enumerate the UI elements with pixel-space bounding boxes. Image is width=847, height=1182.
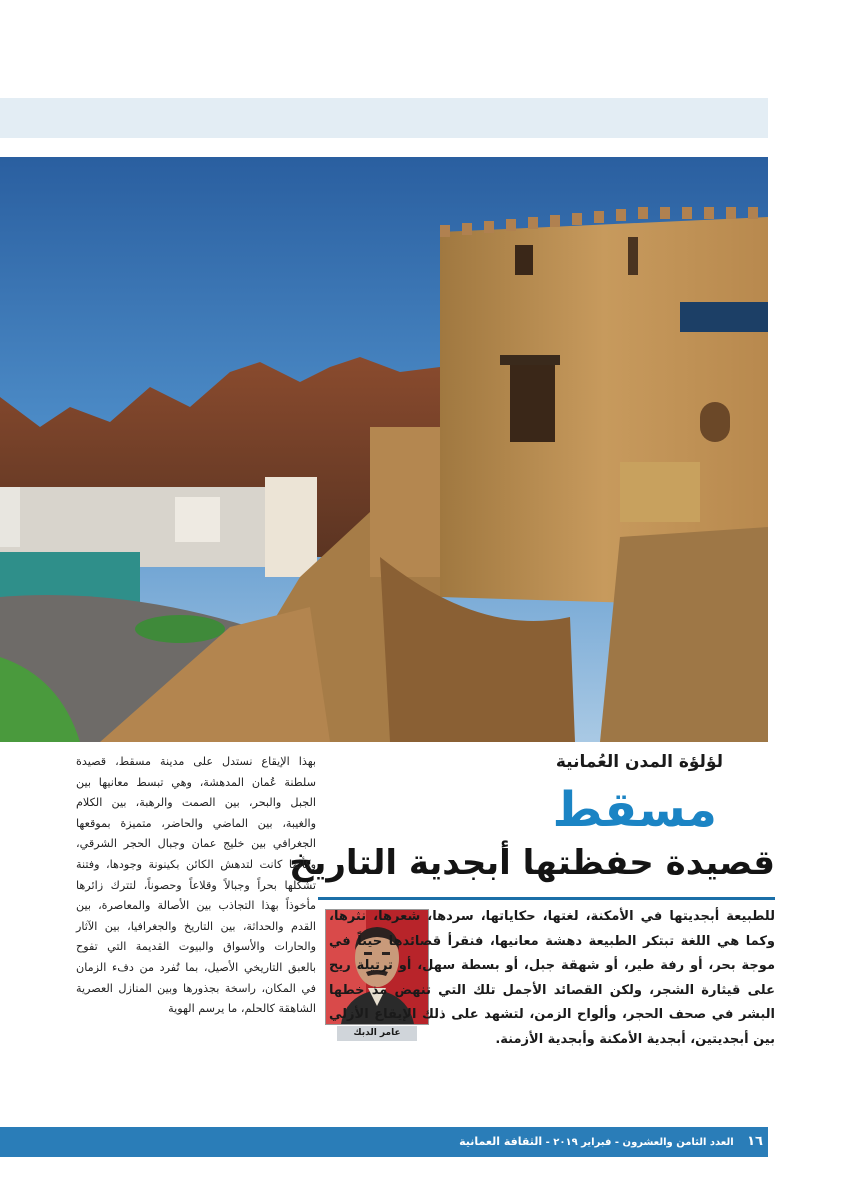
footer-issue-text: العدد الثامن والعشرون - فبراير ٢٠١٩ - xyxy=(545,1137,734,1148)
title-divider xyxy=(318,897,775,900)
article-kicker: لؤلؤة المدن العُمانية xyxy=(555,752,723,772)
muscat-fort-photo xyxy=(0,157,768,742)
footer-magazine-name: الثقافة العمانية xyxy=(459,1135,543,1148)
author-name: عامر الدبك xyxy=(337,1026,417,1041)
header-band xyxy=(0,98,768,138)
footer-page-number: ١٦ xyxy=(747,1134,763,1149)
article-title: مسقط xyxy=(552,782,717,838)
article-intro xyxy=(329,905,775,1052)
article-subtitle: قصيدة حفظتها أبجدية التاريخ xyxy=(289,843,775,883)
body-text: بهذا الإيقاع نستدل على مدينة مسقط، قصيدة سلطنة عُمان المدهشة، وهي تبسط معانيها بين الجبل والبحر، بين الصمت والرهبة، بين الكلام والغيبة، بين الماضي والحاضر، متميزة بموقعها الجغرافي بين خليج عمان وجبال الحجر الشرقي، وكأنما كانت لتدهش الكائن بكينونة وجودها، وفتنة تشكلها بحراً وجبالاً وقلاعاً وحصوناً، لتترك زائرها مأخوذاً بهذا التجاذب بين الأصالة والمعاصرة، بين القدم والحداثة، بين التاريخ والجغرافيا، بين الآثار والحارات والأسواق والبيوت القديمة التي تفوح بالعبق التاريخي الأصيل، بما تُفرد من دفء الزمان في المكان، راسخة بجذورها وبين المنازل العصرية الشاهقة كالحلم، ما يرسم الهوية xyxy=(76,755,316,1016)
intro-text: للطبيعة أبجديتها في الأمكنة، لغتها، حكاياتها، سردها، شعرها، نثرها، وكما هي اللغة تبتكر الطبيعة دهشة معانيها، فنقرأ قصائدها حيناً في موجة بحر، أو رفة طير، أو شهقة جبل، أو بسطة سهل، أو ترتيلة ريح على قيثارة الشجر، ولكن القصائد الأجمل تلك التي تنهض مذ خطها البشر في صحف الحجر، وألواح الزمن، لتشهد على ذلك الإيقاع الأزلي بين أبجديتين، أبجدية الأمكنة وأبجدية الأزمنة. xyxy=(329,909,775,1047)
footer-issue xyxy=(459,1133,763,1152)
article-body xyxy=(76,752,316,1020)
